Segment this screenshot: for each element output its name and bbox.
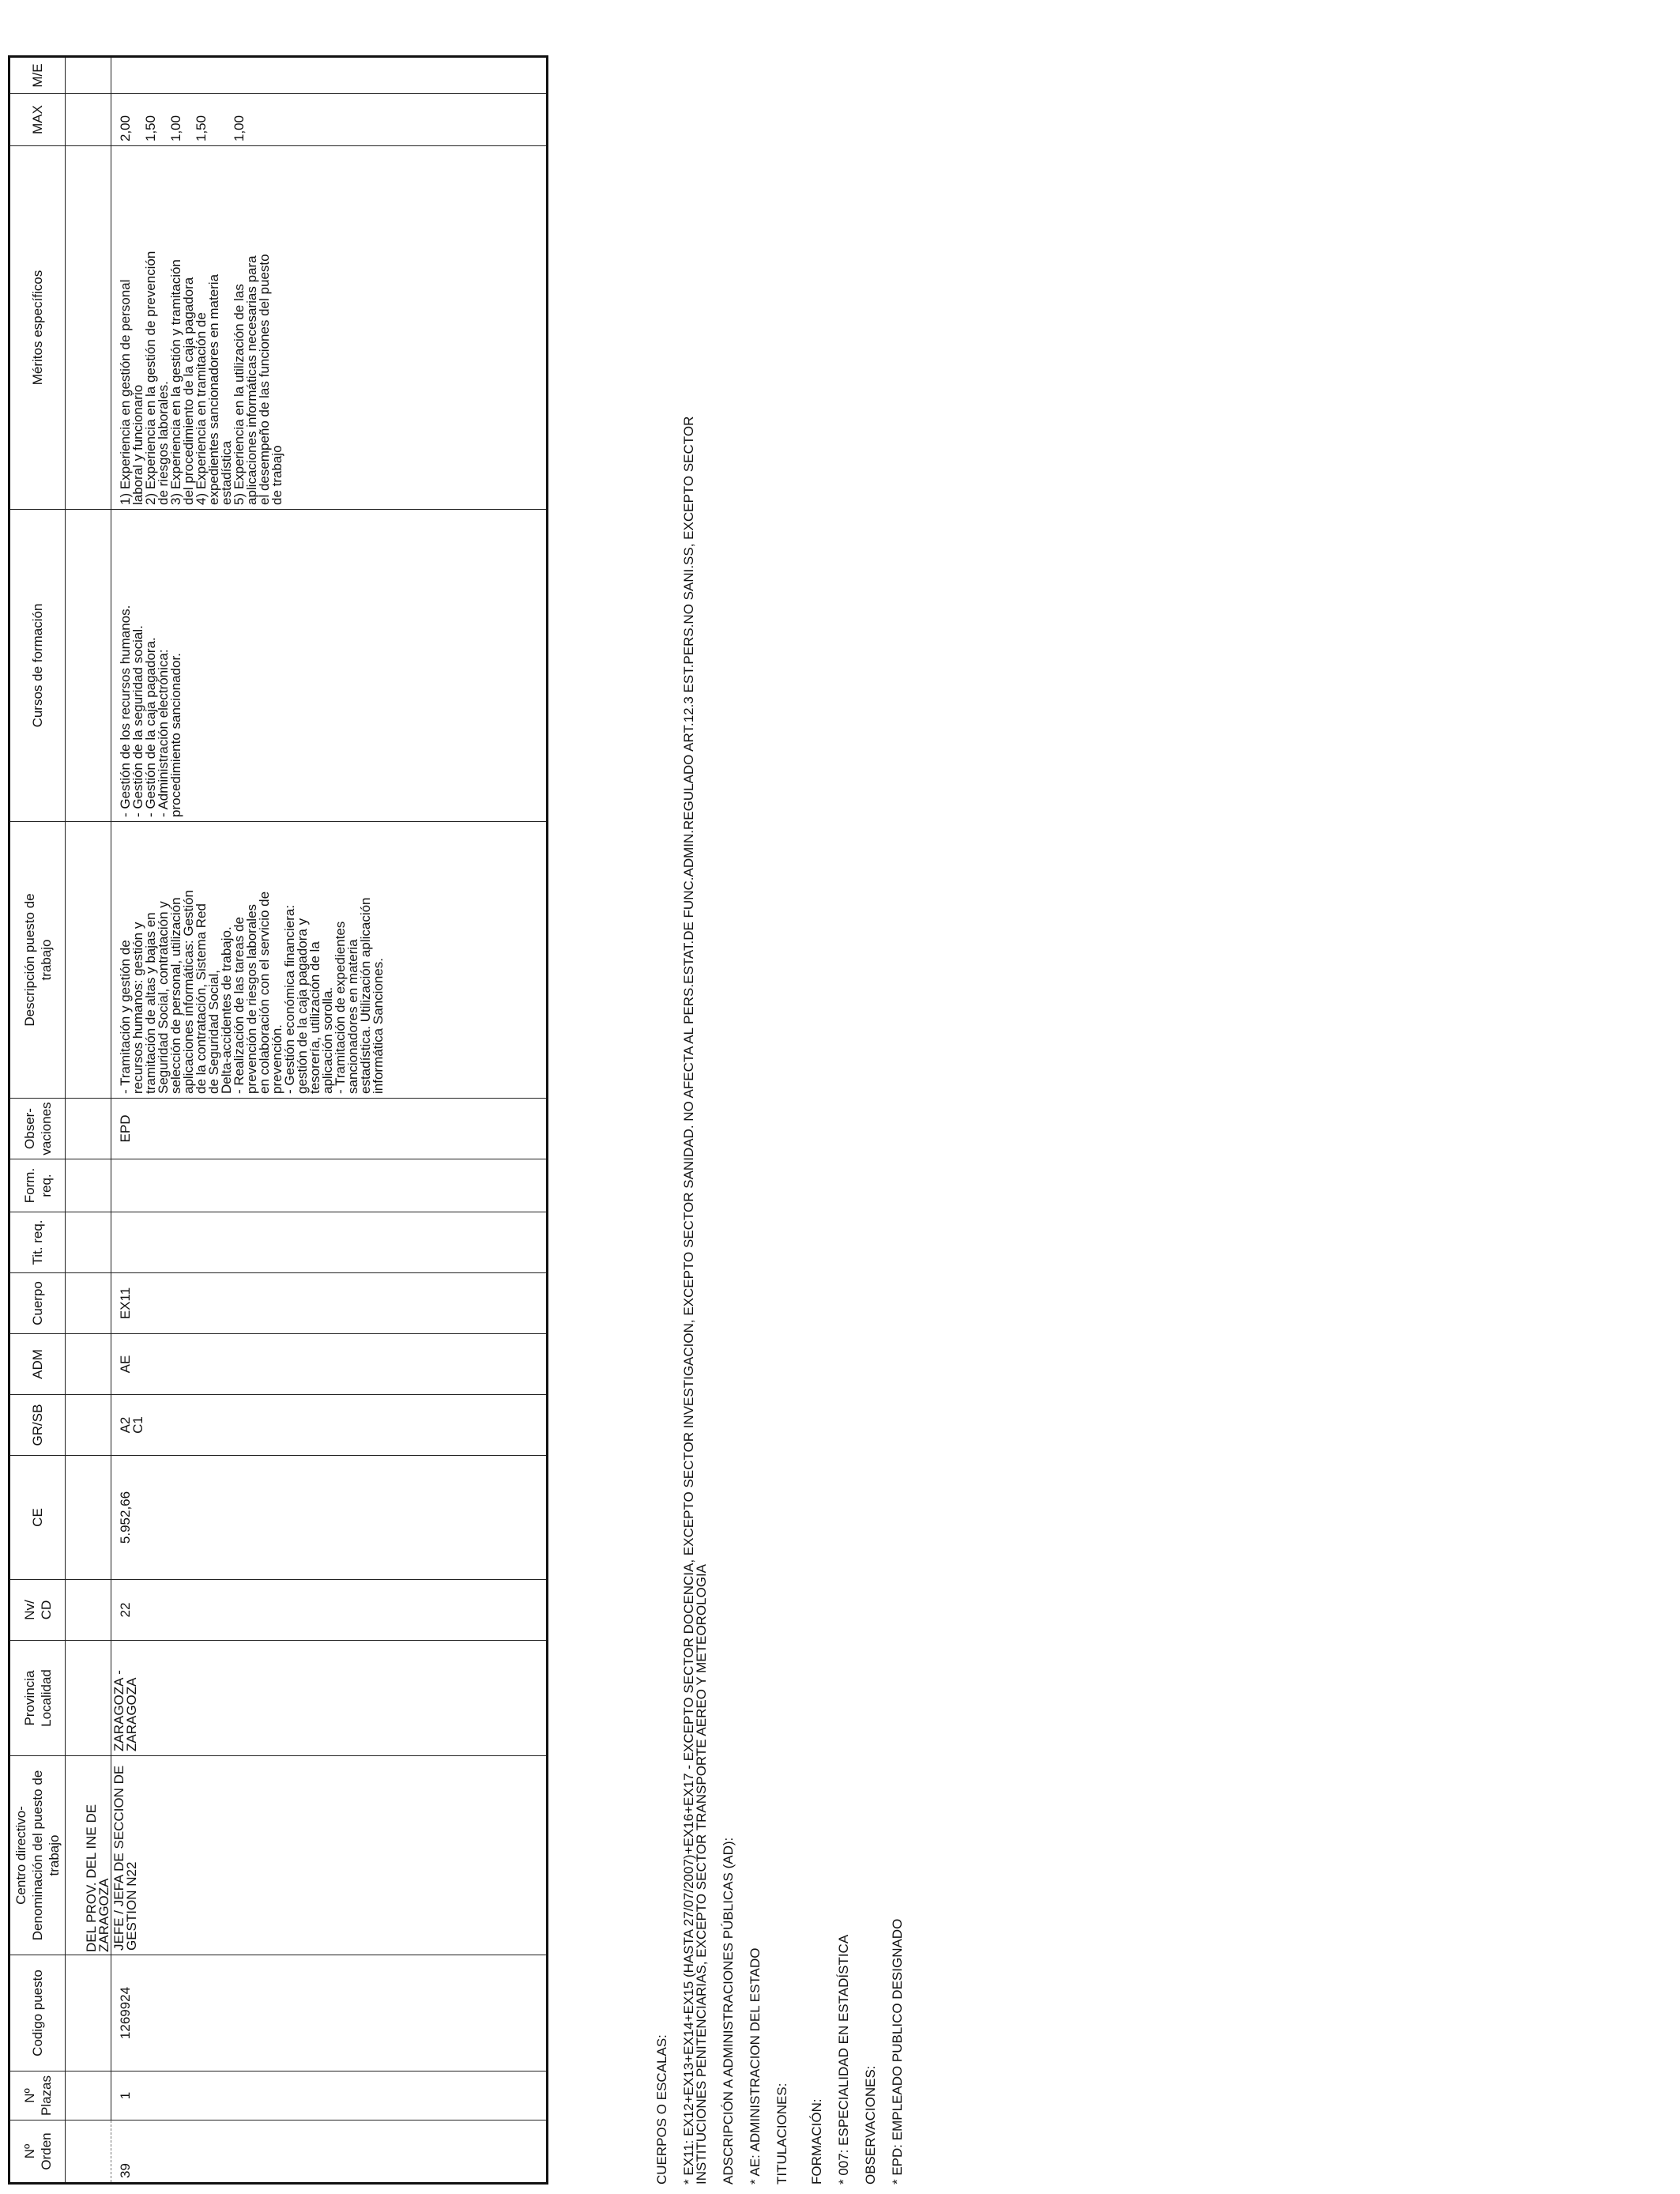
notes-section [656,51,904,2185]
cell-max: 2,00 1,50 1,00 1,50 1,00 [111,94,548,146]
header-cuerpo: Cuerpo [9,1273,66,1334]
header-form-req: Form. req. [9,1159,66,1212]
header-n-orden: Nº Orden [9,2120,66,2184]
cell-cuerpo: EX11 [111,1273,548,1334]
titulaciones-title: TITULACIONES: [774,2083,789,2185]
header-tit-req: Tit. req. [9,1212,66,1273]
header-meritos-especificos: Méritos específicos [9,146,66,510]
cell-descripcion: - Tramitación y gestión de recursos humanos: gestión y tramitación de altas y bajas en Seguridad Social, contratación y selección de personal, utilización aplicaciones informáticas: Gestión de la contratación, Sistema Red de Seguridad Social, Delta-accidentes de trabajo. - Realización de las tareas de prevención de riesgos laborales en colaboración con el servicio de prevención. - Gestión económica financiera: gestión de la caja pagadora y tesorería, utilización de la aplicación sorolla. - Tramitación de expedientes sancionadores en materia estadística. Utilización aplicación informática Sanciones. [111,822,548,1099]
cell-puesto: JEFE / JEFA DE SECCION DE GESTION N22 [111,1756,548,1955]
header-descripcion-puesto: Descripción puesto de trabajo [9,822,66,1099]
table-row [111,57,548,2184]
cell-me [111,57,548,94]
group-label: DEL PROV. DEL INE DE ZARAGOZA [66,1756,111,1955]
cell-ce: 5.952,66 [111,1456,548,1580]
cell-codigo: 1269924 [111,1955,548,2071]
header-row [9,57,66,2184]
group-row [66,57,111,2184]
header-codigo-puesto: Codigo puesto [9,1955,66,2071]
header-observaciones: Obser- vaciones [9,1099,66,1159]
cuerpos-text: * EX11: EX12+EX13+EX14+EX15 (HASTA 27/07/2007)+EX16+EX17 - EXCEPTO SECTOR DOCENCIA, EXCEPTO SECTOR INVESTIGACION, EXCEPTO SECTOR SANIDAD. NO AFECTA AL PERS.ESTAT.DE FUNC.ADMIN.REGULADO ART.12.3 EST.PERS.NO SANI.SS, EXCEPTO SECTOR INSTITUCIONES PENITENCIARIAS, EXCEPTO SECTOR TRANSPORTE AEREO Y METEOROLOGIA [681,416,709,2185]
cell-adm: AE [111,1334,548,1395]
observaciones-text: * EPD: EMPLEADO PUBLICO DESIGNADO [890,1918,905,2185]
header-centro-directivo: Centro directivo- Denominación del puesto de trabajo [9,1756,66,1955]
cell-plazas: 1 [111,2071,548,2120]
header-cursos-formacion: Cursos de formación [9,510,66,822]
cell-form [111,1159,548,1212]
header-max: MAX [9,94,66,146]
header-adm: ADM [9,1334,66,1395]
cell-orden: 39 [111,2120,548,2184]
header-m-e: M/E [9,57,66,94]
cell-meritos: 1) Experiencia en gestión de personal laboral y funcionario 2) Experiencia en la gestión de prevención de riesgos laborales. 3) Experiencia en la gestión y tramitación del procedimiento de la caja pagadora 4) Experiencia en tramitación de expedientes sancionadores en materia estadística 5) Experiencia en la utilización de las aplicaciones informáticas necesarias para el desempeño de las funciones del puesto de trabajo [111,146,548,510]
header-nivel-cd: Nv/ CD [9,1580,66,1641]
adscripcion-title: ADSCRIPCIÓN A ADMINISTRACIONES PÚBLICAS (AD): [721,1837,736,2185]
formacion-title: FORMACIÓN: [809,2098,824,2185]
cell-tit [111,1212,548,1273]
cell-nivel: 22 [111,1580,548,1641]
header-n-plazas: Nº Plazas [9,2071,66,2120]
cell-grupo: A2 C1 [111,1395,548,1456]
header-ce: CE [9,1456,66,1580]
puestos-table [8,55,548,2185]
adscripcion-text: * AE: ADMINISTRACION DEL ESTADO [748,1947,763,2185]
header-provincia-localidad: Provincia Localidad [9,1641,66,1756]
cell-observaciones: EPD [111,1099,548,1159]
cuerpos-title: CUERPOS O ESCALAS: [654,2034,669,2185]
cell-provincia: ZARAGOZA - ZARAGOZA [111,1641,548,1756]
header-gr-sb: GR/SB [9,1395,66,1456]
observaciones-title: OBSERVACIONES: [863,2065,878,2185]
cell-cursos: - Gestión de los recursos humanos. - Gestión de la seguridad social. - Gestión de la caja pagadora. - Administración electrónica: procedimiento sancionador. [111,510,548,822]
formacion-text: * 007: ESPECIALIDAD EN ESTADÍSTICA [836,1934,851,2185]
